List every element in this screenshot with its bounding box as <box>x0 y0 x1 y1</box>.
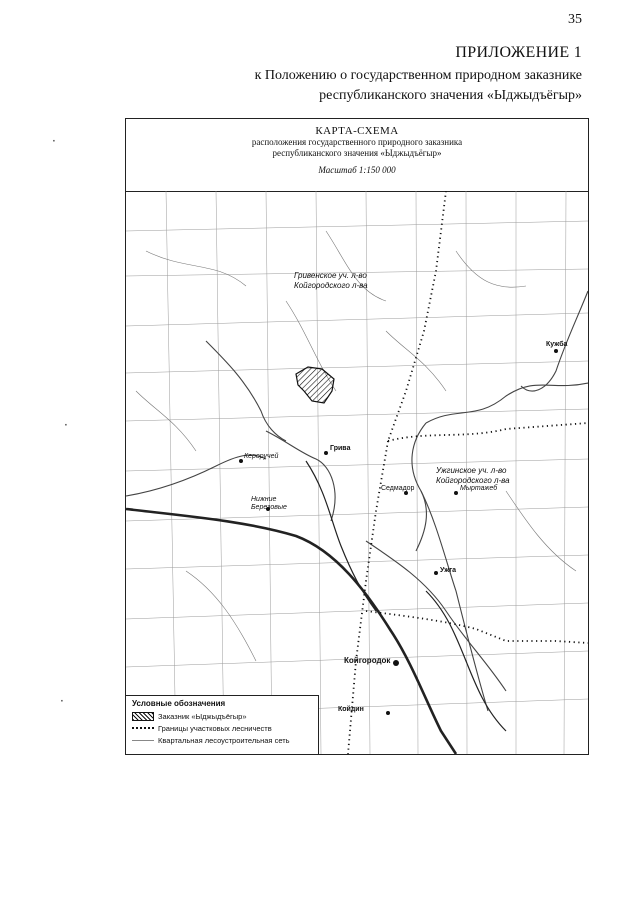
map-description-line2: республиканского значения «Ыджыдъёгыр» <box>272 148 442 158</box>
legend-item-quarter-grid <box>132 734 318 746</box>
legend-title: Условные обозначения <box>132 699 226 708</box>
map-legend <box>126 695 319 754</box>
margin-tick-mark: · <box>60 694 64 708</box>
settlement-label-nizhnie: Нижние <box>251 496 277 503</box>
legend-item-district-boundary <box>132 722 318 734</box>
map-frame <box>125 118 589 755</box>
streams <box>136 231 576 661</box>
settlement-label-kuzhba: Кужба <box>546 341 568 348</box>
settlement-label-uzhga: Ужга <box>440 567 457 574</box>
appendix-title: ПРИЛОЖЕНИЕ 1 <box>455 44 582 61</box>
page-number: 35 <box>568 12 582 27</box>
legend-item-reserve <box>132 710 318 722</box>
legend-label-reserve: Заказник «Ыджыдъёгыр» <box>158 711 247 721</box>
settlement-label-koygorodok: Койгородок <box>344 656 391 665</box>
settlement-label-koydin: Койдин <box>338 706 364 713</box>
region-label-uzhginsky: Ужгинское уч. л-во <box>436 466 507 475</box>
map-description-line1: расположения государственного природного заказника <box>251 137 463 147</box>
hatched-area-icon <box>132 712 154 721</box>
secondary-road <box>426 591 506 731</box>
settlement-label-griva: Гривa <box>330 445 351 452</box>
settlement-markers <box>239 349 558 715</box>
margin-tick-mark: · <box>52 134 56 148</box>
map-header <box>126 119 588 192</box>
margin-tick-mark: · <box>64 418 68 432</box>
legend-label-quarter-grid: Квартальная лесоустроительная сеть <box>158 735 290 745</box>
reserve-area[interactable] <box>296 367 334 403</box>
settlement-label-berezovye: Березовые <box>251 504 287 511</box>
dotted-line-icon <box>132 727 154 729</box>
map-area[interactable] <box>126 191 588 754</box>
secondary-road <box>306 461 376 611</box>
map-title: КАРТА-СХЕМА <box>315 125 399 137</box>
settlement-label-myrtazheb: Мыртажеб <box>460 485 498 492</box>
settlement-label-sedmador: Седмадор <box>381 485 415 492</box>
region-label-grivensky-district: Койгородского л-ва <box>294 281 368 290</box>
region-label-grivensky: Гривенское уч. л-во <box>294 271 367 280</box>
appendix-subtitle-line1: к Положению о государственном природном заказнике <box>254 68 582 83</box>
rivers <box>126 291 588 711</box>
settlement-label-keroruchey: Кероручей <box>244 453 279 460</box>
region-label-uzhginsky-district: Койгородского л-ва <box>436 476 510 485</box>
thin-line-icon <box>132 740 154 741</box>
appendix-subtitle-line2: республиканского значения «Ыджыдъёгыр» <box>319 88 582 103</box>
map-scale: Масштаб 1:150 000 <box>318 165 396 175</box>
legend-label-district-boundary: Границы участковых лесничеств <box>158 723 272 733</box>
